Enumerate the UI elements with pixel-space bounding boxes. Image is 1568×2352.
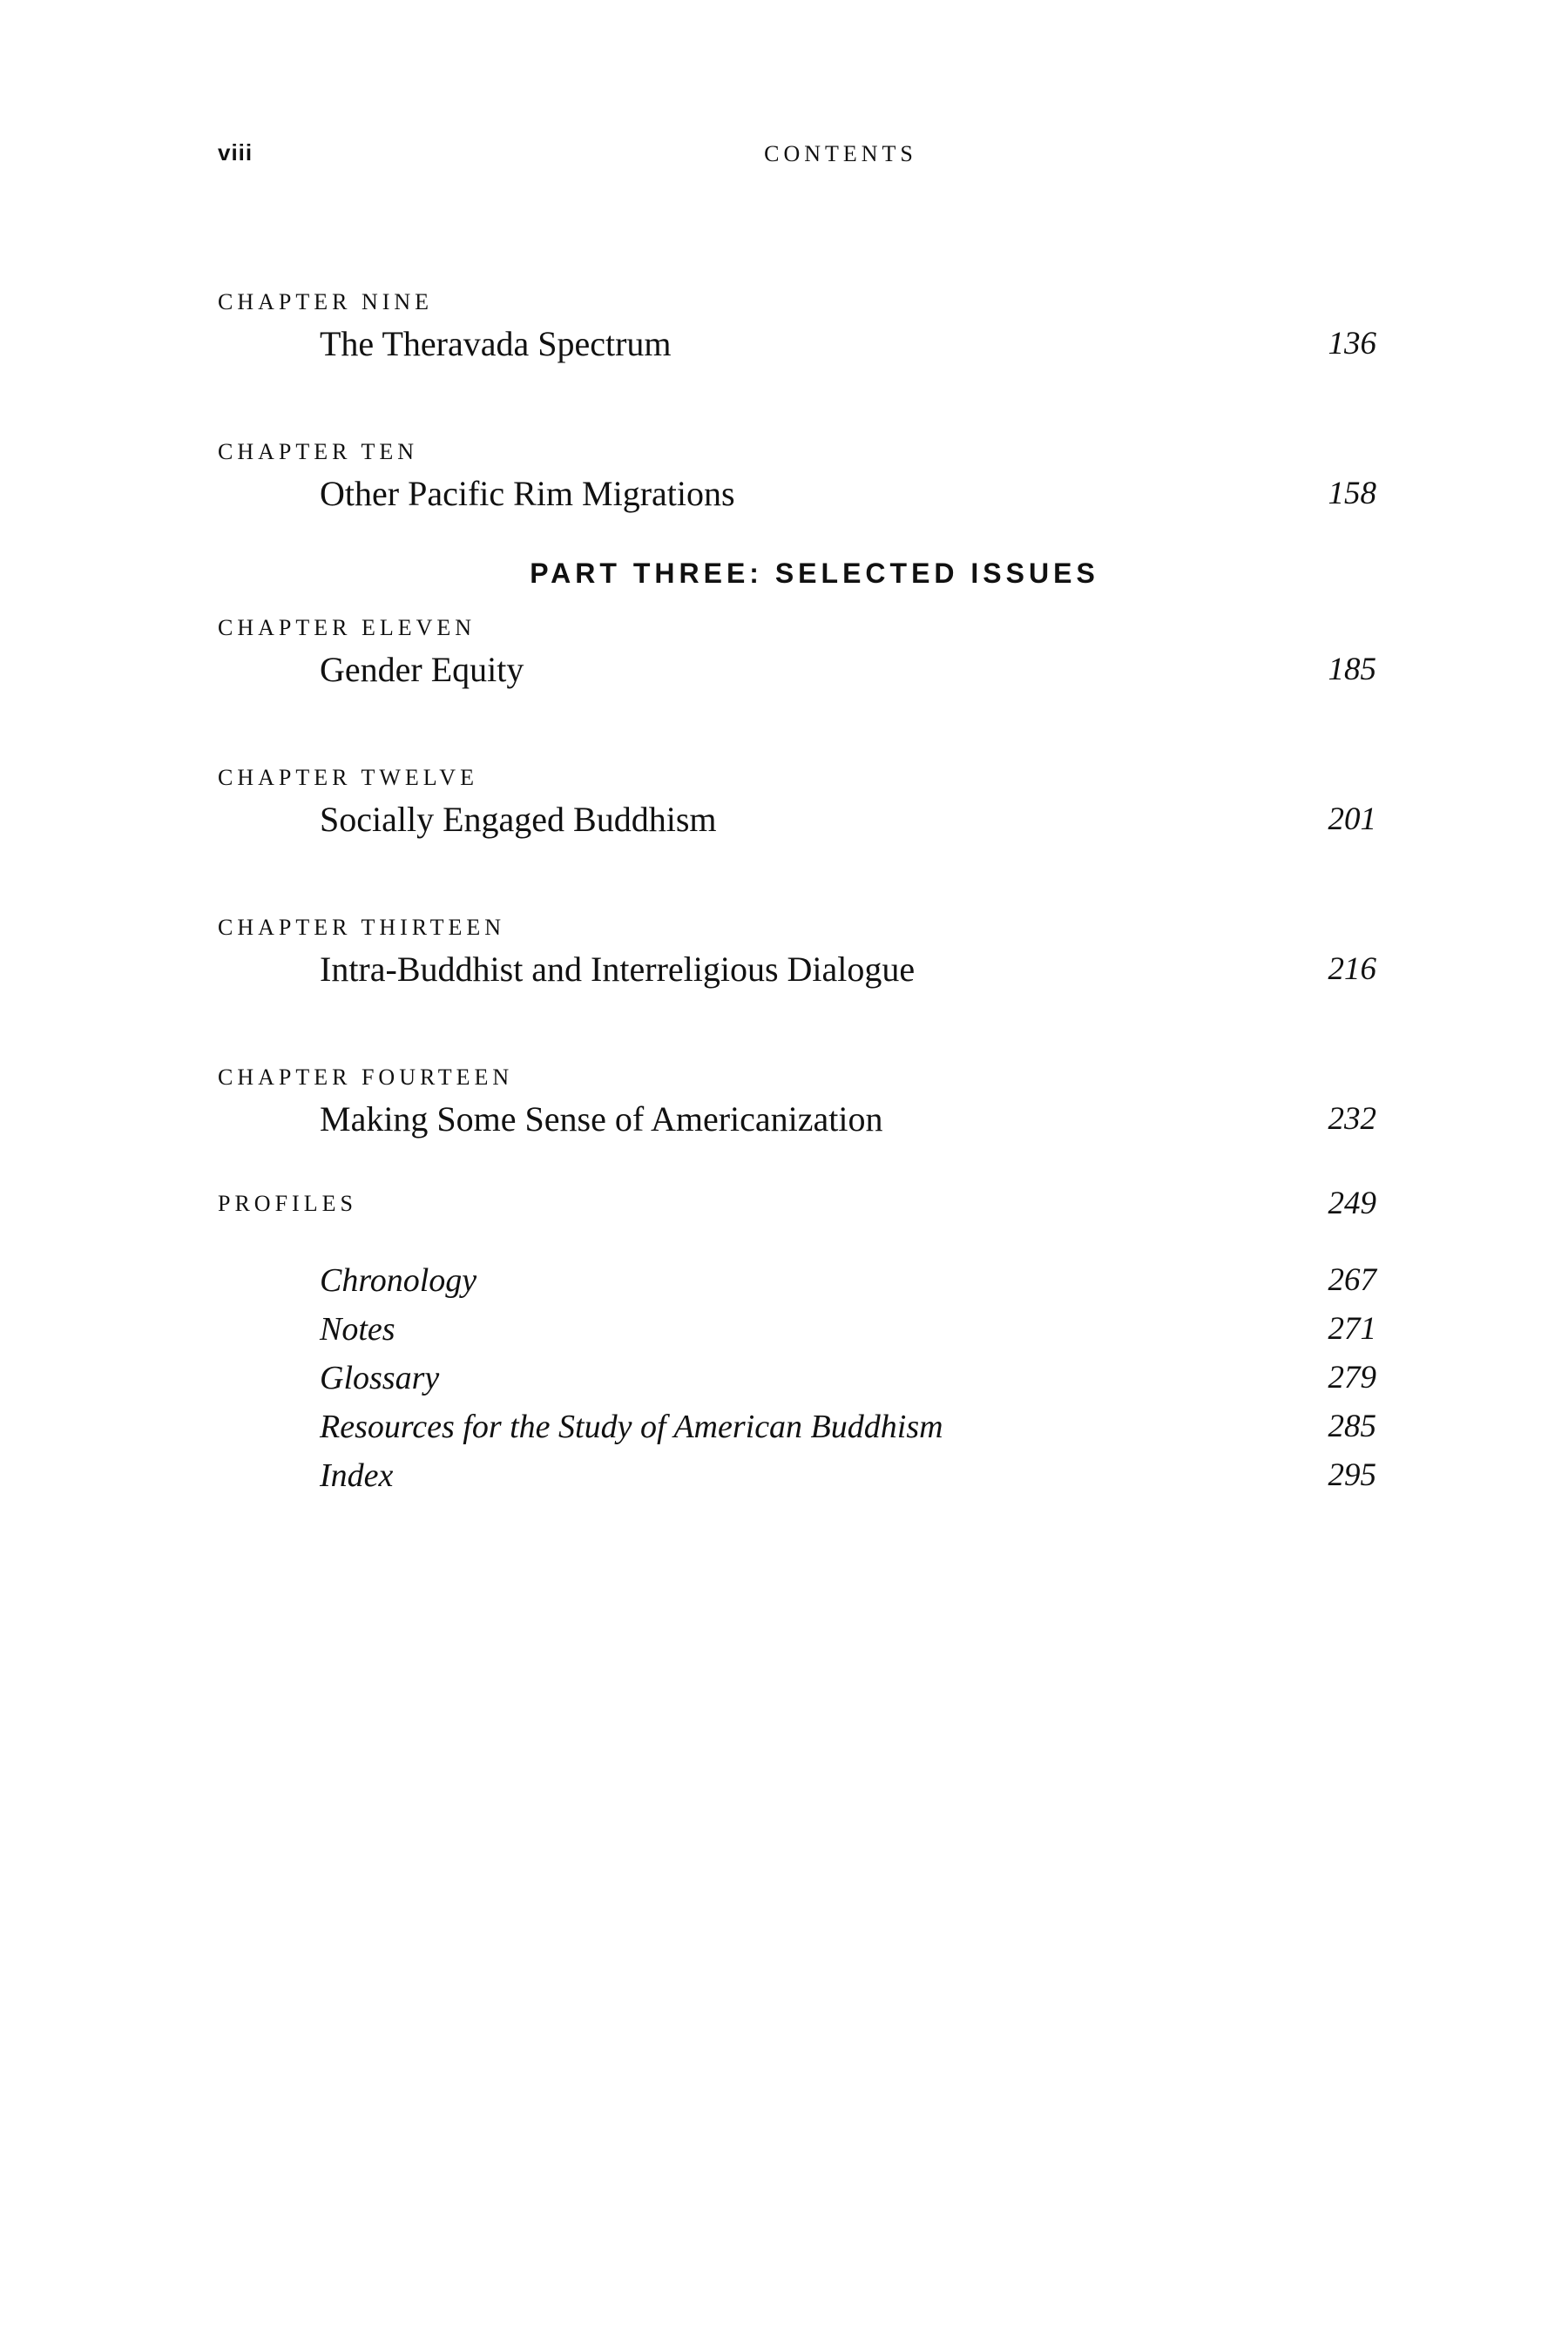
- chapter-entry[interactable]: [218, 1092, 1376, 1146]
- chapter-label: CHAPTER TEN: [218, 439, 419, 464]
- page-folio: viii: [218, 139, 253, 166]
- toc-chapter-thirteen: [218, 913, 1376, 997]
- page-number: 285: [1328, 1409, 1376, 1444]
- page-number: 249: [1328, 1186, 1376, 1221]
- part-heading: PART THREE: SELECTED ISSUES: [530, 558, 1099, 589]
- chapter-entry[interactable]: [218, 317, 1376, 371]
- running-head: [218, 139, 1376, 174]
- page-number: 232: [1328, 1101, 1376, 1137]
- back-matter-title: Index: [320, 1457, 394, 1494]
- chapter-title: Making Some Sense of Americanization: [320, 1099, 883, 1139]
- toc-notes[interactable]: [218, 1305, 1376, 1354]
- chapter-label: CHAPTER ELEVEN: [218, 615, 476, 640]
- back-matter-title: Resources for the Study of American Buddhism: [320, 1409, 943, 1445]
- page-number: 279: [1328, 1360, 1376, 1396]
- chapter-label: CHAPTER NINE: [218, 289, 434, 314]
- page-number: 185: [1328, 652, 1376, 687]
- chapter-entry[interactable]: [218, 467, 1376, 521]
- toc-profiles[interactable]: [218, 1185, 1376, 1223]
- running-title: CONTENTS: [764, 141, 917, 166]
- page-number: 216: [1328, 951, 1376, 987]
- chapter-label: CHAPTER THIRTEEN: [218, 915, 506, 940]
- toc-chapter-eleven: [218, 613, 1376, 697]
- chapter-title: Gender Equity: [320, 650, 524, 689]
- page-number: 267: [1328, 1262, 1376, 1298]
- chapter-label: CHAPTER TWELVE: [218, 765, 478, 790]
- back-matter-list: [218, 1256, 1376, 1500]
- page-number: 158: [1328, 476, 1376, 511]
- table-of-contents: [218, 287, 1376, 1500]
- chapter-title: Socially Engaged Buddhism: [320, 800, 717, 839]
- toc-chapter-fourteen: [218, 1063, 1376, 1146]
- toc-glossary[interactable]: [218, 1354, 1376, 1402]
- back-matter-title: Glossary: [320, 1360, 440, 1396]
- chapter-title: Intra-Buddhist and Interreligious Dialogue: [320, 950, 916, 989]
- toc-index[interactable]: [218, 1451, 1376, 1500]
- spacer: [218, 521, 1376, 533]
- toc-chapter-ten: [218, 437, 1376, 521]
- chapter-label: CHAPTER FOURTEEN: [218, 1064, 514, 1090]
- back-matter-title: Chronology: [320, 1262, 477, 1299]
- toc-chapter-nine: [218, 287, 1376, 371]
- chapter-entry[interactable]: [218, 643, 1376, 697]
- toc-resources[interactable]: [218, 1402, 1376, 1451]
- chapter-title: The Theravada Spectrum: [320, 324, 672, 363]
- chapter-title: Other Pacific Rim Migrations: [320, 474, 735, 513]
- back-matter-title: Notes: [320, 1311, 395, 1348]
- chapter-entry[interactable]: [218, 793, 1376, 847]
- page-number: 136: [1328, 326, 1376, 362]
- toc-chronology[interactable]: [218, 1256, 1376, 1305]
- toc-chapter-twelve: [218, 763, 1376, 847]
- page-number: 271: [1328, 1311, 1376, 1347]
- page-number: 295: [1328, 1457, 1376, 1493]
- profiles-label: PROFILES: [218, 1191, 357, 1216]
- page-number: 201: [1328, 801, 1376, 837]
- chapter-entry[interactable]: [218, 943, 1376, 997]
